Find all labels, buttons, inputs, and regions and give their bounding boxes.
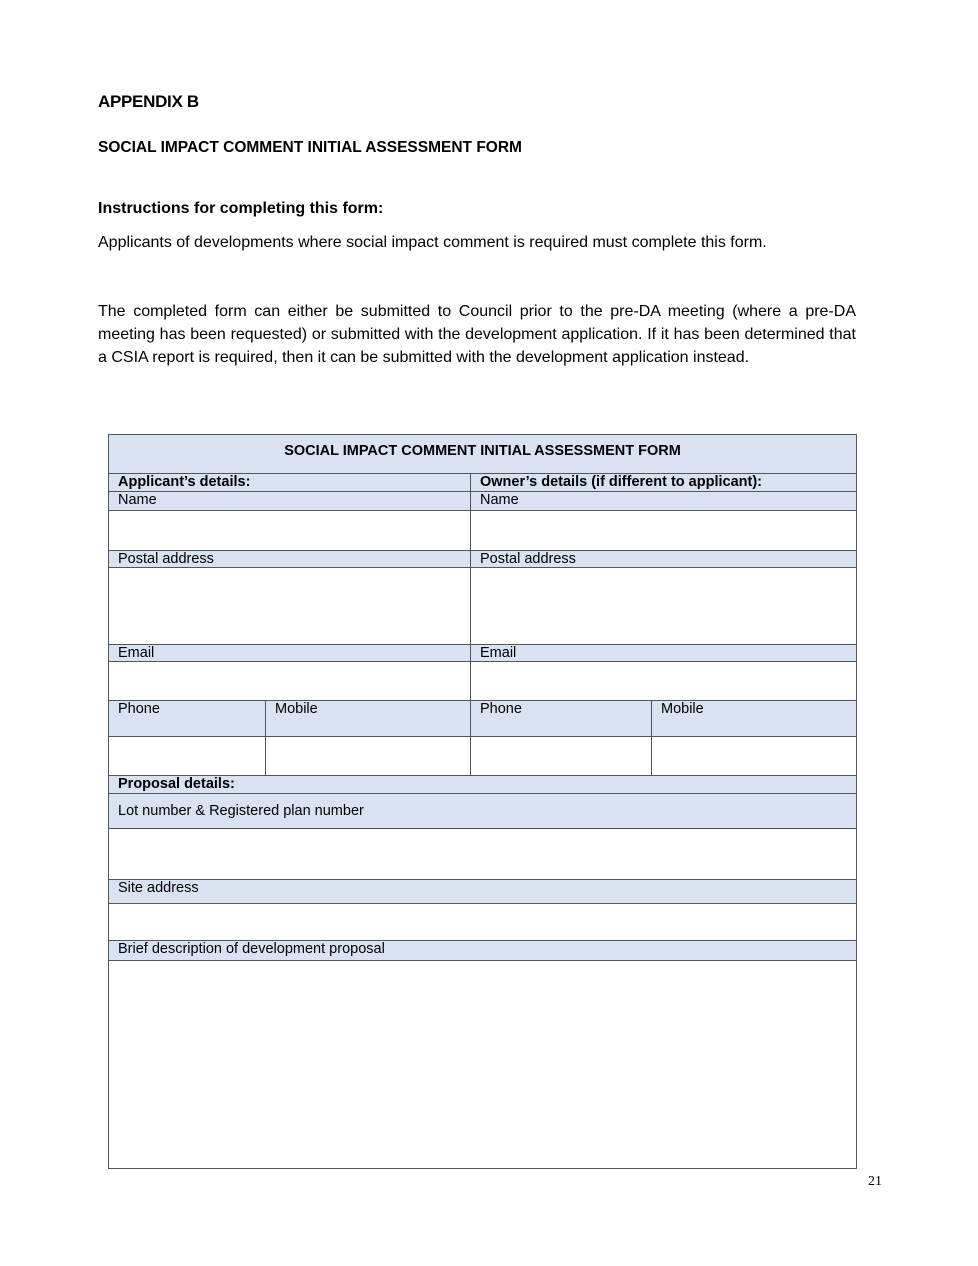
site-label-row: [109, 880, 856, 904]
postal-input-row: [109, 568, 856, 645]
phone-input-row: [109, 737, 856, 776]
applicant-phone-field[interactable]: [109, 737, 265, 775]
proposal-details-heading: Proposal details:: [118, 776, 235, 792]
postal-label-row: [109, 551, 856, 568]
description-label: Brief description of development proposal: [118, 941, 385, 957]
owner-mobile-label: Mobile: [651, 701, 856, 736]
lot-number-field[interactable]: [109, 829, 856, 879]
instructions-paragraph-1: Applicants of developments where social impact comment is required must complete this form.: [98, 234, 767, 251]
owner-postal-label: Postal address: [470, 551, 856, 567]
owner-email-field[interactable]: [470, 662, 856, 700]
page-number: 21: [868, 1174, 882, 1189]
applicant-postal-field[interactable]: [109, 568, 470, 644]
owner-postal-field[interactable]: [470, 568, 856, 644]
description-input-row: [109, 961, 856, 1168]
owner-mobile-field[interactable]: [651, 737, 856, 775]
owner-email-label: Email: [470, 645, 856, 661]
applicant-mobile-label: Mobile: [265, 701, 470, 736]
owner-phone-field[interactable]: [470, 737, 651, 775]
description-label-row: [109, 941, 856, 961]
site-address-label: Site address: [118, 880, 199, 896]
phone-label-row: [109, 701, 856, 737]
assessment-form-table: [108, 434, 857, 1169]
applicant-name-label: Name: [118, 492, 157, 508]
appendix-heading: APPENDIX B: [98, 92, 199, 111]
applicant-details-heading: Applicant’s details:: [118, 474, 251, 490]
email-label-row: [109, 645, 856, 662]
form-title-heading: SOCIAL IMPACT COMMENT INITIAL ASSESSMENT FORM: [98, 139, 522, 156]
applicant-email-field[interactable]: [109, 662, 470, 700]
email-input-row: [109, 662, 856, 701]
instructions-heading: Instructions for completing this form:: [98, 200, 384, 217]
name-input-row: [109, 511, 856, 551]
applicant-mobile-field[interactable]: [265, 737, 470, 775]
lot-label-row: [109, 794, 856, 829]
site-input-row: [109, 904, 856, 941]
name-label-row: [109, 492, 856, 511]
lot-number-label: Lot number & Registered plan number: [118, 803, 364, 819]
applicant-phone-label: Phone: [118, 701, 160, 717]
form-title-row: [109, 435, 856, 474]
applicant-name-field[interactable]: [109, 511, 470, 550]
instructions-paragraph-2: The completed form can either be submitted to Council prior to the pre-DA meeting (where a pre-DA meeting has been requested) or submitted with the development application. If it has been determined that a CSIA report is required, then it can be submitted with the development application instead.: [98, 303, 856, 366]
owner-name-label: Name: [470, 492, 856, 510]
owner-name-field[interactable]: [470, 511, 856, 550]
lot-input-row: [109, 829, 856, 880]
owner-details-heading: Owner’s details (if different to applicant):: [470, 474, 856, 491]
owner-phone-label: Phone: [470, 701, 651, 736]
site-address-field[interactable]: [109, 904, 856, 940]
applicant-postal-label: Postal address: [118, 551, 214, 567]
applicant-email-label: Email: [118, 645, 155, 661]
description-field[interactable]: [109, 961, 856, 1168]
proposal-heading-row: [109, 776, 856, 794]
details-heading-row: [109, 474, 856, 492]
form-table-title: SOCIAL IMPACT COMMENT INITIAL ASSESSMENT FORM: [284, 443, 681, 459]
